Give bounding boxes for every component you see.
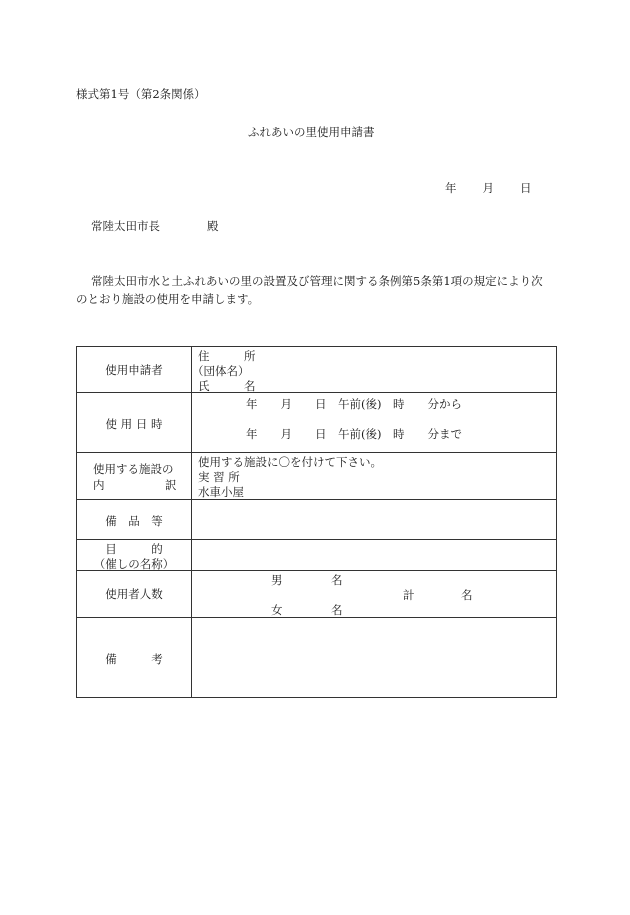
label-applicant: 使用申請者: [105, 363, 163, 377]
facility-option-watermill[interactable]: 水車小屋: [198, 485, 244, 499]
row-remarks: [77, 618, 557, 698]
datetime-from: 年 月 日 午前(後) 時 分から: [246, 397, 462, 411]
application-table: [76, 346, 557, 698]
users-male-unit: 名: [331, 573, 343, 587]
row-equipment: [77, 500, 557, 540]
label-equipment: 備 品 等: [105, 514, 163, 528]
facility-option-practice-hall[interactable]: 実 習 所: [198, 470, 240, 484]
date-line: 年 月 日: [445, 181, 533, 195]
applicant-group-label: （団体名）: [192, 364, 250, 378]
label-facility-line1: 使用する施設の: [93, 462, 174, 476]
purpose-field[interactable]: [192, 540, 557, 571]
intro-line-2: のとおり施設の使用を申請します。: [76, 292, 260, 306]
label-facility-uchi: 内: [93, 478, 105, 492]
label-users: 使用者人数: [105, 587, 163, 601]
row-users: [77, 571, 557, 618]
users-female-unit: 名: [331, 603, 343, 617]
users-female-label: 女: [271, 603, 283, 617]
document-title: ふれあいの里使用申請書: [248, 125, 375, 139]
facility-instruction: 使用する施設に〇を付けて下さい。: [198, 455, 382, 469]
label-remarks: 備 考: [105, 652, 163, 666]
label-facility-wake: 訳: [165, 478, 177, 492]
intro-line-1: 常陸太田市水と土ふれあいの里の設置及び管理に関する条例第5条第1項の規定により次: [91, 274, 543, 288]
users-total-label: 計: [403, 588, 415, 602]
equipment-field[interactable]: [192, 500, 557, 540]
datetime-to: 年 月 日 午前(後) 時 分まで: [246, 427, 462, 441]
addressee-name: 常陸太田市長: [91, 219, 160, 233]
applicant-field[interactable]: [192, 347, 557, 393]
row-datetime: [77, 393, 557, 453]
users-total-unit: 名: [461, 588, 473, 602]
applicant-name-label: 氏 名: [198, 379, 256, 393]
users-field[interactable]: [192, 571, 557, 618]
form-number: 様式第1号（第2条関係）: [76, 87, 206, 101]
label-purpose: 目 的: [105, 542, 163, 556]
addressee-honorific: 殿: [207, 219, 219, 233]
remarks-field[interactable]: [192, 618, 557, 698]
label-purpose-sub: （催しの名称）: [93, 557, 175, 571]
facility-field[interactable]: [192, 453, 557, 500]
row-applicant: [77, 347, 557, 393]
datetime-field[interactable]: [192, 393, 557, 453]
row-facility: [77, 453, 557, 500]
label-datetime: 使 用 日 時: [105, 417, 163, 431]
applicant-address-label: 住 所: [198, 349, 256, 363]
row-purpose: [77, 540, 557, 571]
users-male-label: 男: [271, 573, 283, 587]
